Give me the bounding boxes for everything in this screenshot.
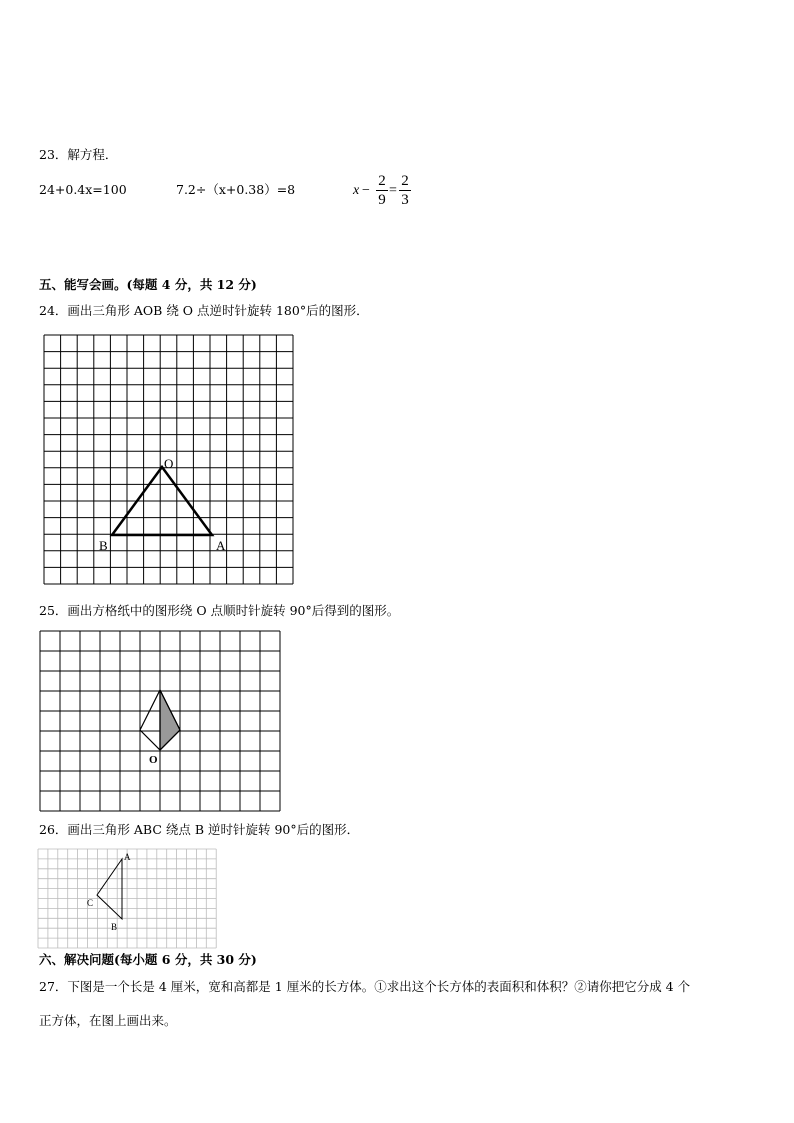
section-5-heading: 五、能写会画。(每题 4 分，共 12 分)	[39, 277, 257, 292]
q26-triangle-abc	[97, 859, 122, 919]
q23-title: 23．解方程．	[39, 147, 118, 162]
q26-label-c: C	[87, 898, 94, 908]
fraction-denominator: 3	[401, 192, 409, 208]
fraction-numerator: 2	[378, 173, 386, 189]
q25-text: 25．画出方格纸中的图形绕 O 点顺时针旋转 90°后得到的图形。	[39, 603, 400, 618]
q27-text-line-2: 正方体，在图上画出来。	[39, 1013, 177, 1028]
q25-label-o: O	[149, 754, 158, 766]
q26-text: 26．画出三角形 ABC 绕点 B 逆时针旋转 90°后的图形．	[39, 822, 360, 837]
q23-equation-2: 7.2÷（x+0.38）=8	[176, 182, 296, 197]
q27-text-line-1: 27．下图是一个长是 4 厘米，宽和高都是 1 厘米的长方体。①求出这个长方体的表面积和体积？②请你把它分成 4 个	[39, 979, 691, 994]
q26-label-a: A	[124, 852, 131, 862]
q24-label-o: O	[164, 456, 174, 471]
q26-label-b: B	[111, 922, 118, 932]
q23-eq3-variable: x	[353, 183, 360, 198]
q24-text: 24．画出三角形 AOB 绕 O 点逆时针旋转 180°后的图形．	[39, 303, 369, 318]
q26-grid	[38, 849, 216, 948]
q24-label-b: B	[99, 538, 108, 553]
fraction-denominator: 9	[378, 192, 386, 208]
q23-eq3-minus: −	[362, 183, 370, 198]
section-6-heading: 六、解决问题(每小题 6 分，共 30 分)	[39, 952, 257, 967]
fraction-numerator: 2	[401, 173, 409, 189]
q23-eq3-equals: =	[389, 183, 397, 198]
q23-equation-1: 24+0.4x=100	[39, 182, 127, 197]
q24-label-a: A	[216, 538, 226, 553]
